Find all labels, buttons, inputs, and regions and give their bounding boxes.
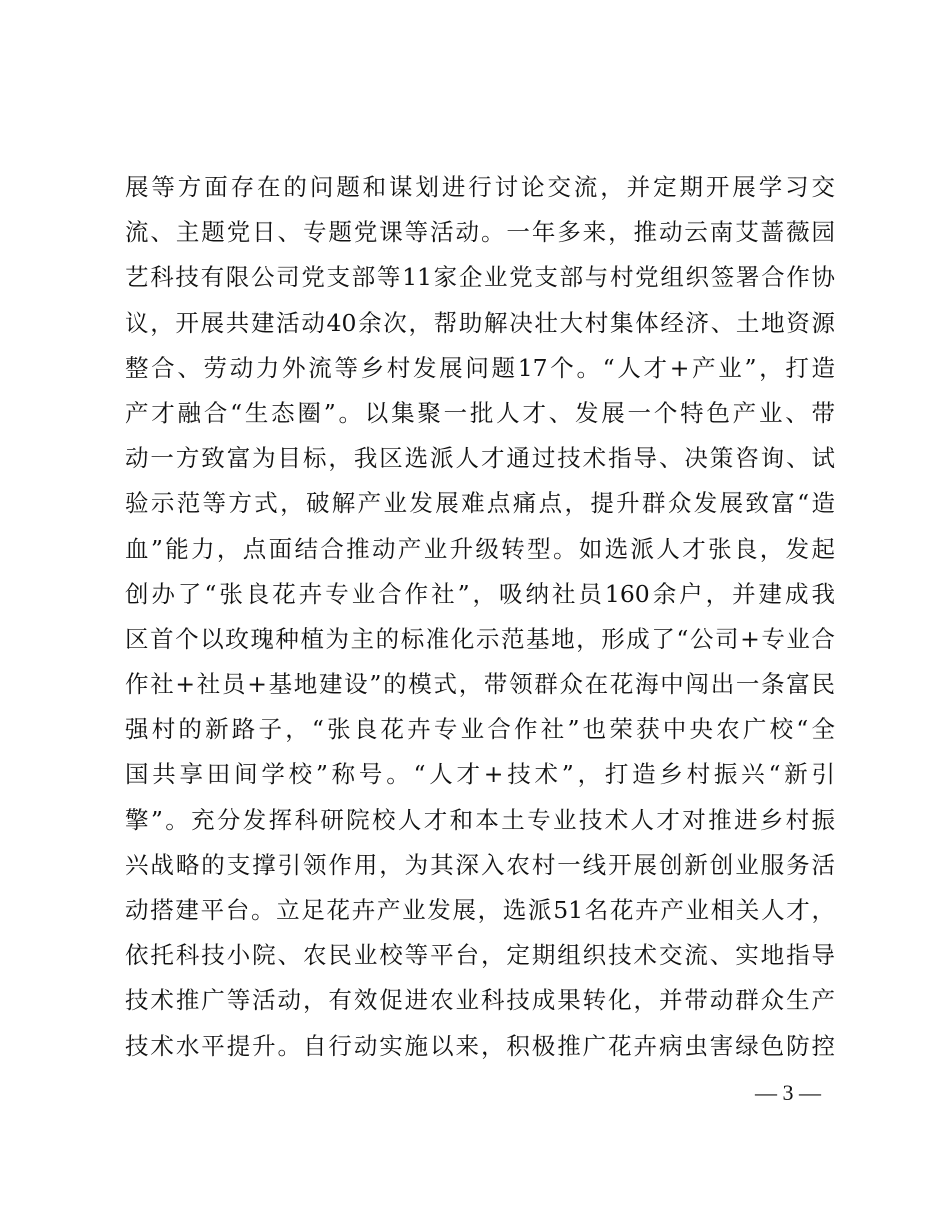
text-line: 依托科技小院、农民业校等平台，定期组织技术交流、实地指导 — [125, 941, 835, 970]
text-line: 动搭建平台。立足花卉产业发展，选派51名花卉产业相关人才， — [125, 896, 835, 924]
text-line: 艺科技有限公司党支部等11家企业党支部与村党组织签署合作协 — [125, 263, 835, 292]
text-line: 技术水平提升。自行动实施以来，积极推广花卉病虫害绿色防控 — [125, 1031, 835, 1060]
text-line: 国共享田间学校”称号。“人才+技术”，打造乡村振兴“新引 — [125, 760, 835, 789]
page-number: — 3 — — [755, 1080, 821, 1105]
text-line: 技术推广等活动，有效促进农业科技成果转化，并带动群众生产 — [125, 986, 835, 1015]
text-line: 产才融合“生态圈”。以集聚一批人才、发展一个特色产业、带 — [125, 398, 835, 427]
body-paragraph — [125, 165, 835, 1069]
text-line: 血”能力，点面结合推动产业升级转型。如选派人才张良，发起 — [125, 534, 835, 563]
text-line: 创办了“张良花卉专业合作社”，吸纳社员160余户，并建成我 — [125, 579, 835, 608]
text-line: 展等方面存在的问题和谋划进行讨论交流，并定期开展学习交 — [125, 173, 835, 201]
text-line: 流、主题党日、专题党课等活动。一年多来，推动云南艾蔷薇园 — [125, 218, 835, 247]
text-line: 验示范等方式，破解产业发展难点痛点，提升群众发展致富“造 — [125, 489, 835, 518]
text-line: 整合、劳动力外流等乡村发展问题17个。“人才+产业”，打造 — [125, 353, 835, 382]
text-line: 动一方致富为目标，我区选派人才通过技术指导、决策咨询、试 — [125, 444, 835, 473]
text-line: 强村的新路子，“张良花卉专业合作社”也荣获中央农广校“全 — [125, 715, 835, 744]
text-line: 议，开展共建活动40余次，帮助解决壮大村集体经济、土地资源 — [125, 308, 835, 337]
text-line: 兴战略的支撑引领作用，为其深入农村一线开展创新创业服务活 — [125, 850, 835, 879]
text-line: 擎”。充分发挥科研院校人才和本土专业技术人才对推进乡村振 — [125, 805, 835, 834]
text-line: 作社+社员+基地建设”的模式，带领群众在花海中闯出一条富民 — [125, 670, 835, 699]
text-line: 区首个以玫瑰种植为主的标准化示范基地，形成了“公司+专业合 — [125, 624, 835, 653]
